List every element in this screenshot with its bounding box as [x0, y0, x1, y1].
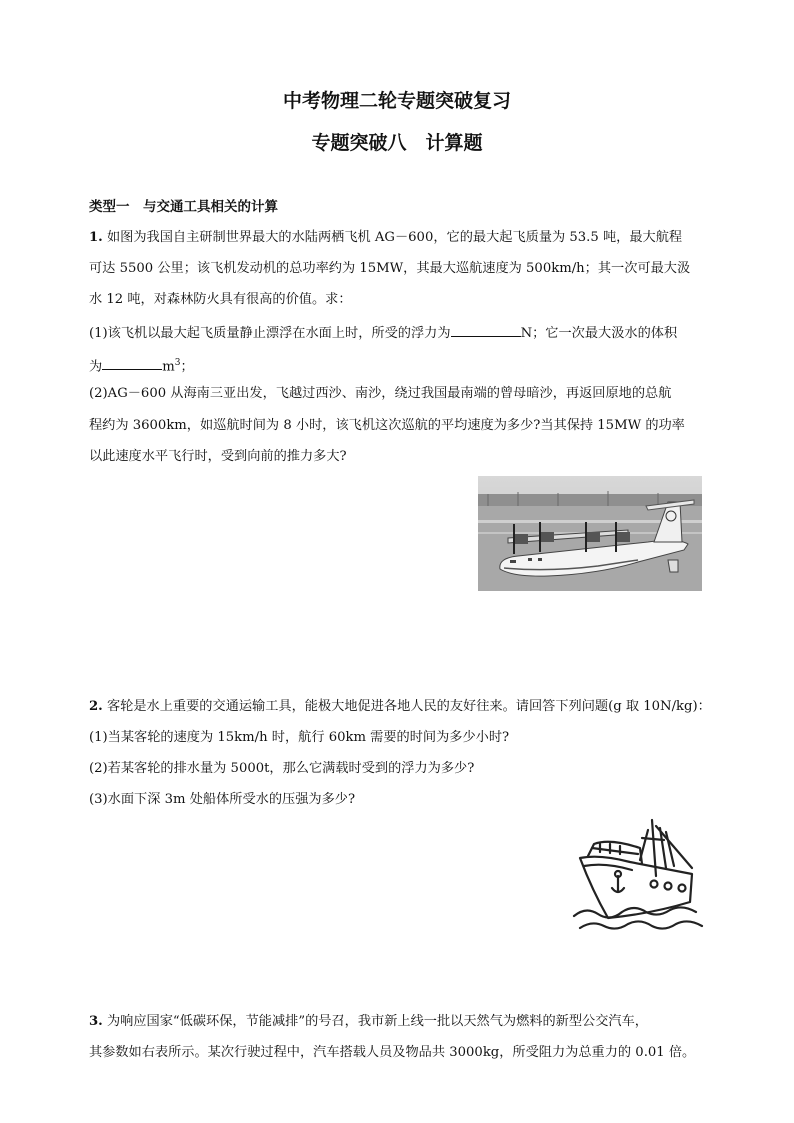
q1-line3: 水 12 吨，对森林防火具有很高的价值。求：	[89, 292, 352, 307]
q1-p1-text-b: N；它一次最大汲水的体积	[520, 326, 678, 341]
q2-part2: (2)若某客轮的排水量为 5000t，那么它满载时受到的浮力为多少?	[89, 761, 475, 776]
q3-number: 3.	[89, 1014, 103, 1029]
q2-line1	[89, 697, 709, 717]
q1-p1-unit: m	[162, 359, 175, 375]
q3-line2: 其参数如右表所示。某次行驶过程中，汽车搭载人员及物品共 3000kg，所受阻力为总重力的 0.01 倍。	[89, 1045, 696, 1060]
ship-drawing	[570, 818, 710, 936]
page-title: 中考物理二轮专题突破复习	[282, 90, 511, 112]
q3-line1	[89, 1012, 709, 1032]
q1-p1-text-a: (1)该飞机以最大起飞质量静止漂浮在水面上时，所受的浮力为	[89, 326, 451, 341]
q1-number: 1.	[89, 230, 103, 245]
q1-part1-line2	[89, 353, 709, 377]
answer-blank[interactable]	[451, 322, 521, 337]
q1-p1-end: ；	[180, 359, 194, 375]
q2-number: 2.	[89, 699, 103, 714]
q2-part1: (1)当某客轮的速度为 15km/h 时，航行 60km 需要的时间为多少小时?	[89, 730, 510, 745]
q1-part2-line2: 程约为 3600km，如巡航时间为 8 小时，该飞机这次巡航的平均速度为多少?当其保持 15MW 的功率	[89, 418, 685, 433]
q2-text-1: 客轮是水上重要的交通运输工具，能极大地促进各地人民的友好往来。请回答下列问题(g 取 10N/kg)：	[102, 699, 711, 714]
q1-p1-text-c: 为	[89, 359, 103, 375]
q1-part1-line1	[89, 322, 709, 344]
q3-text-1: 为响应国家“低碳环保，节能减排”的号召，我市新上线一批以天然气为燃料的新型公交汽车，	[102, 1014, 648, 1029]
q1-part2-line3: 以此速度水平飞行时，受到向前的推力多大?	[89, 449, 347, 464]
q1-line1	[89, 228, 709, 248]
q2-part3: (3)水面下深 3m 处船体所受水的压强为多少?	[89, 792, 356, 807]
q1-p1-sup: 3	[174, 358, 181, 368]
q1-line2: 可达 5500 公里；该飞机发动机的总功率约为 15MW，其最大巡航速度为 500km/h；其一次可最大汲	[89, 261, 691, 276]
seaplane-photo	[478, 476, 702, 591]
answer-blank[interactable]	[102, 355, 162, 370]
section-heading-1: 类型一 与交通工具相关的计算	[89, 199, 278, 215]
page-subtitle: 专题突破八 计算题	[311, 132, 483, 154]
q1-text-1: 如图为我国自主研制世界最大的水陆两栖飞机 AG－600，它的最大起飞质量为 53.5 吨，最大航程	[102, 230, 683, 245]
q1-part2-line1: (2)AG－600 从海南三亚出发，飞越过西沙、南沙，绕过我国最南端的曾母暗沙，再返回原地的总航	[89, 386, 672, 401]
